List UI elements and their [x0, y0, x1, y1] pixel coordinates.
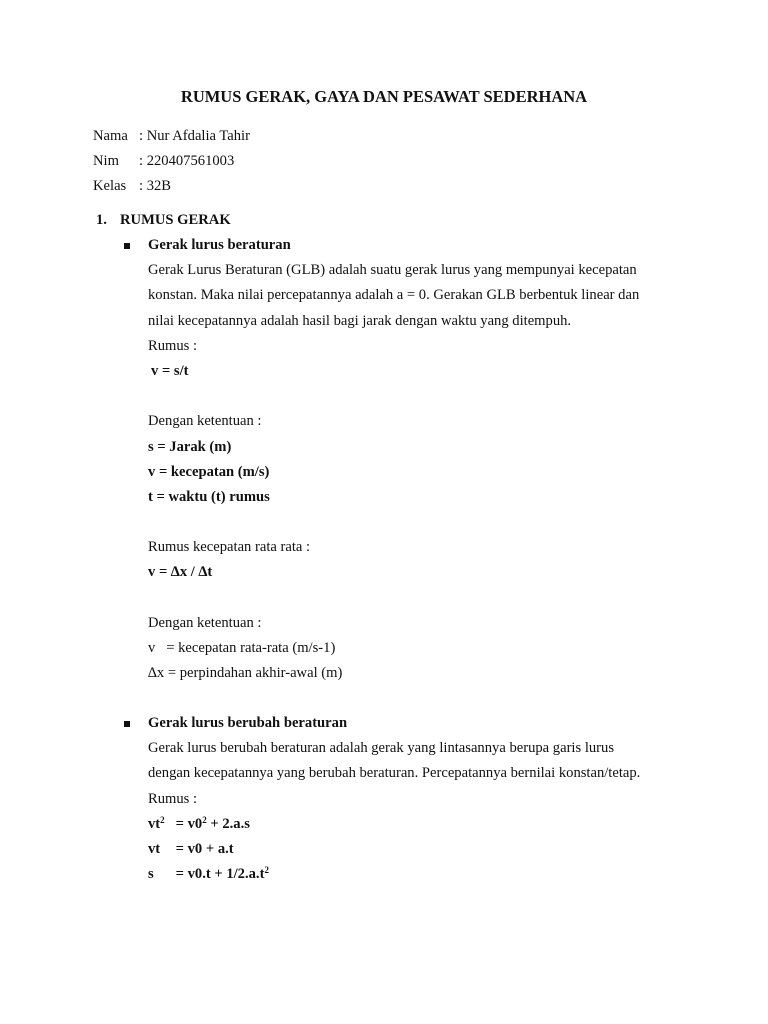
formula: v = s/t	[151, 362, 189, 379]
paragraph-line: konstan. Maka nilai percepatannya adalah a = 0. Gerakan GLB berbentuk linear dan	[148, 287, 640, 304]
section-heading	[96, 208, 231, 233]
info-row-nama	[93, 124, 250, 149]
subsection-title: Gerak lurus berubah beraturan	[148, 715, 348, 731]
info-label: Nama	[93, 128, 128, 144]
subsection-title: Gerak lurus beraturan	[148, 237, 291, 253]
subsection-glb	[122, 233, 682, 686]
bullet-square-icon	[124, 243, 130, 249]
info-row-kelas	[93, 174, 250, 199]
info-value: : Nur Afdalia Tahir	[139, 128, 250, 144]
ketentuan-item: t = waktu (t) rumus	[148, 488, 270, 505]
section-title: RUMUS GERAK	[120, 212, 231, 228]
bullet-square-icon	[124, 721, 130, 727]
info-value: : 220407561003	[139, 153, 235, 169]
ketentuan-label: Dengan ketentuan :	[148, 413, 262, 430]
paragraph-line: dengan kecepatannya yang berubah beraturan. Percepatannya bernilai konstan/tetap.	[148, 765, 641, 782]
ketentuan-item: s = Jarak (m)	[148, 438, 232, 455]
subsection-glbb	[122, 711, 682, 887]
rumus-label: Rumus :	[148, 790, 198, 807]
info-label: Kelas	[93, 178, 127, 194]
student-info	[93, 124, 250, 199]
formula: $vt^2 = v0^2 + 2.a.s$	[148, 814, 250, 832]
formula: v = ∆x / ∆t	[148, 564, 213, 581]
info-label: Nim	[93, 153, 119, 169]
info-row-nim	[93, 149, 250, 174]
ketentuan-item: v = kecepatan rata-rata (m/s-1)	[148, 640, 336, 656]
paragraph-line: nilai kecepatannya adalah hasil bagi jarak dengan waktu yang ditempuh.	[148, 312, 572, 329]
ketentuan-item: v = kecepatan (m/s)	[148, 463, 270, 480]
ketentuan-label: Dengan ketentuan :	[148, 614, 262, 631]
info-value: : 32B	[139, 178, 172, 194]
formula: $s = v0.t + 1/2.a.t^2$	[148, 865, 269, 883]
document-title: RUMUS GERAK, GAYA DAN PESAWAT SEDERHANA	[180, 87, 588, 106]
section-number: 1.	[96, 212, 107, 228]
paragraph-line: Gerak lurus berubah beraturan adalah gerak yang lintasannya berupa garis lurus	[148, 740, 615, 757]
paragraph-line: Gerak Lurus Beraturan (GLB) adalah suatu gerak lurus yang mempunyai kecepatan	[148, 262, 637, 279]
ketentuan-item: ∆x = perpindahan akhir-awal (m)	[148, 665, 343, 682]
rata-label: Rumus kecepatan rata rata :	[148, 539, 311, 556]
formula: vt = v0 + a.t	[148, 840, 234, 857]
rumus-label: Rumus :	[148, 337, 198, 354]
